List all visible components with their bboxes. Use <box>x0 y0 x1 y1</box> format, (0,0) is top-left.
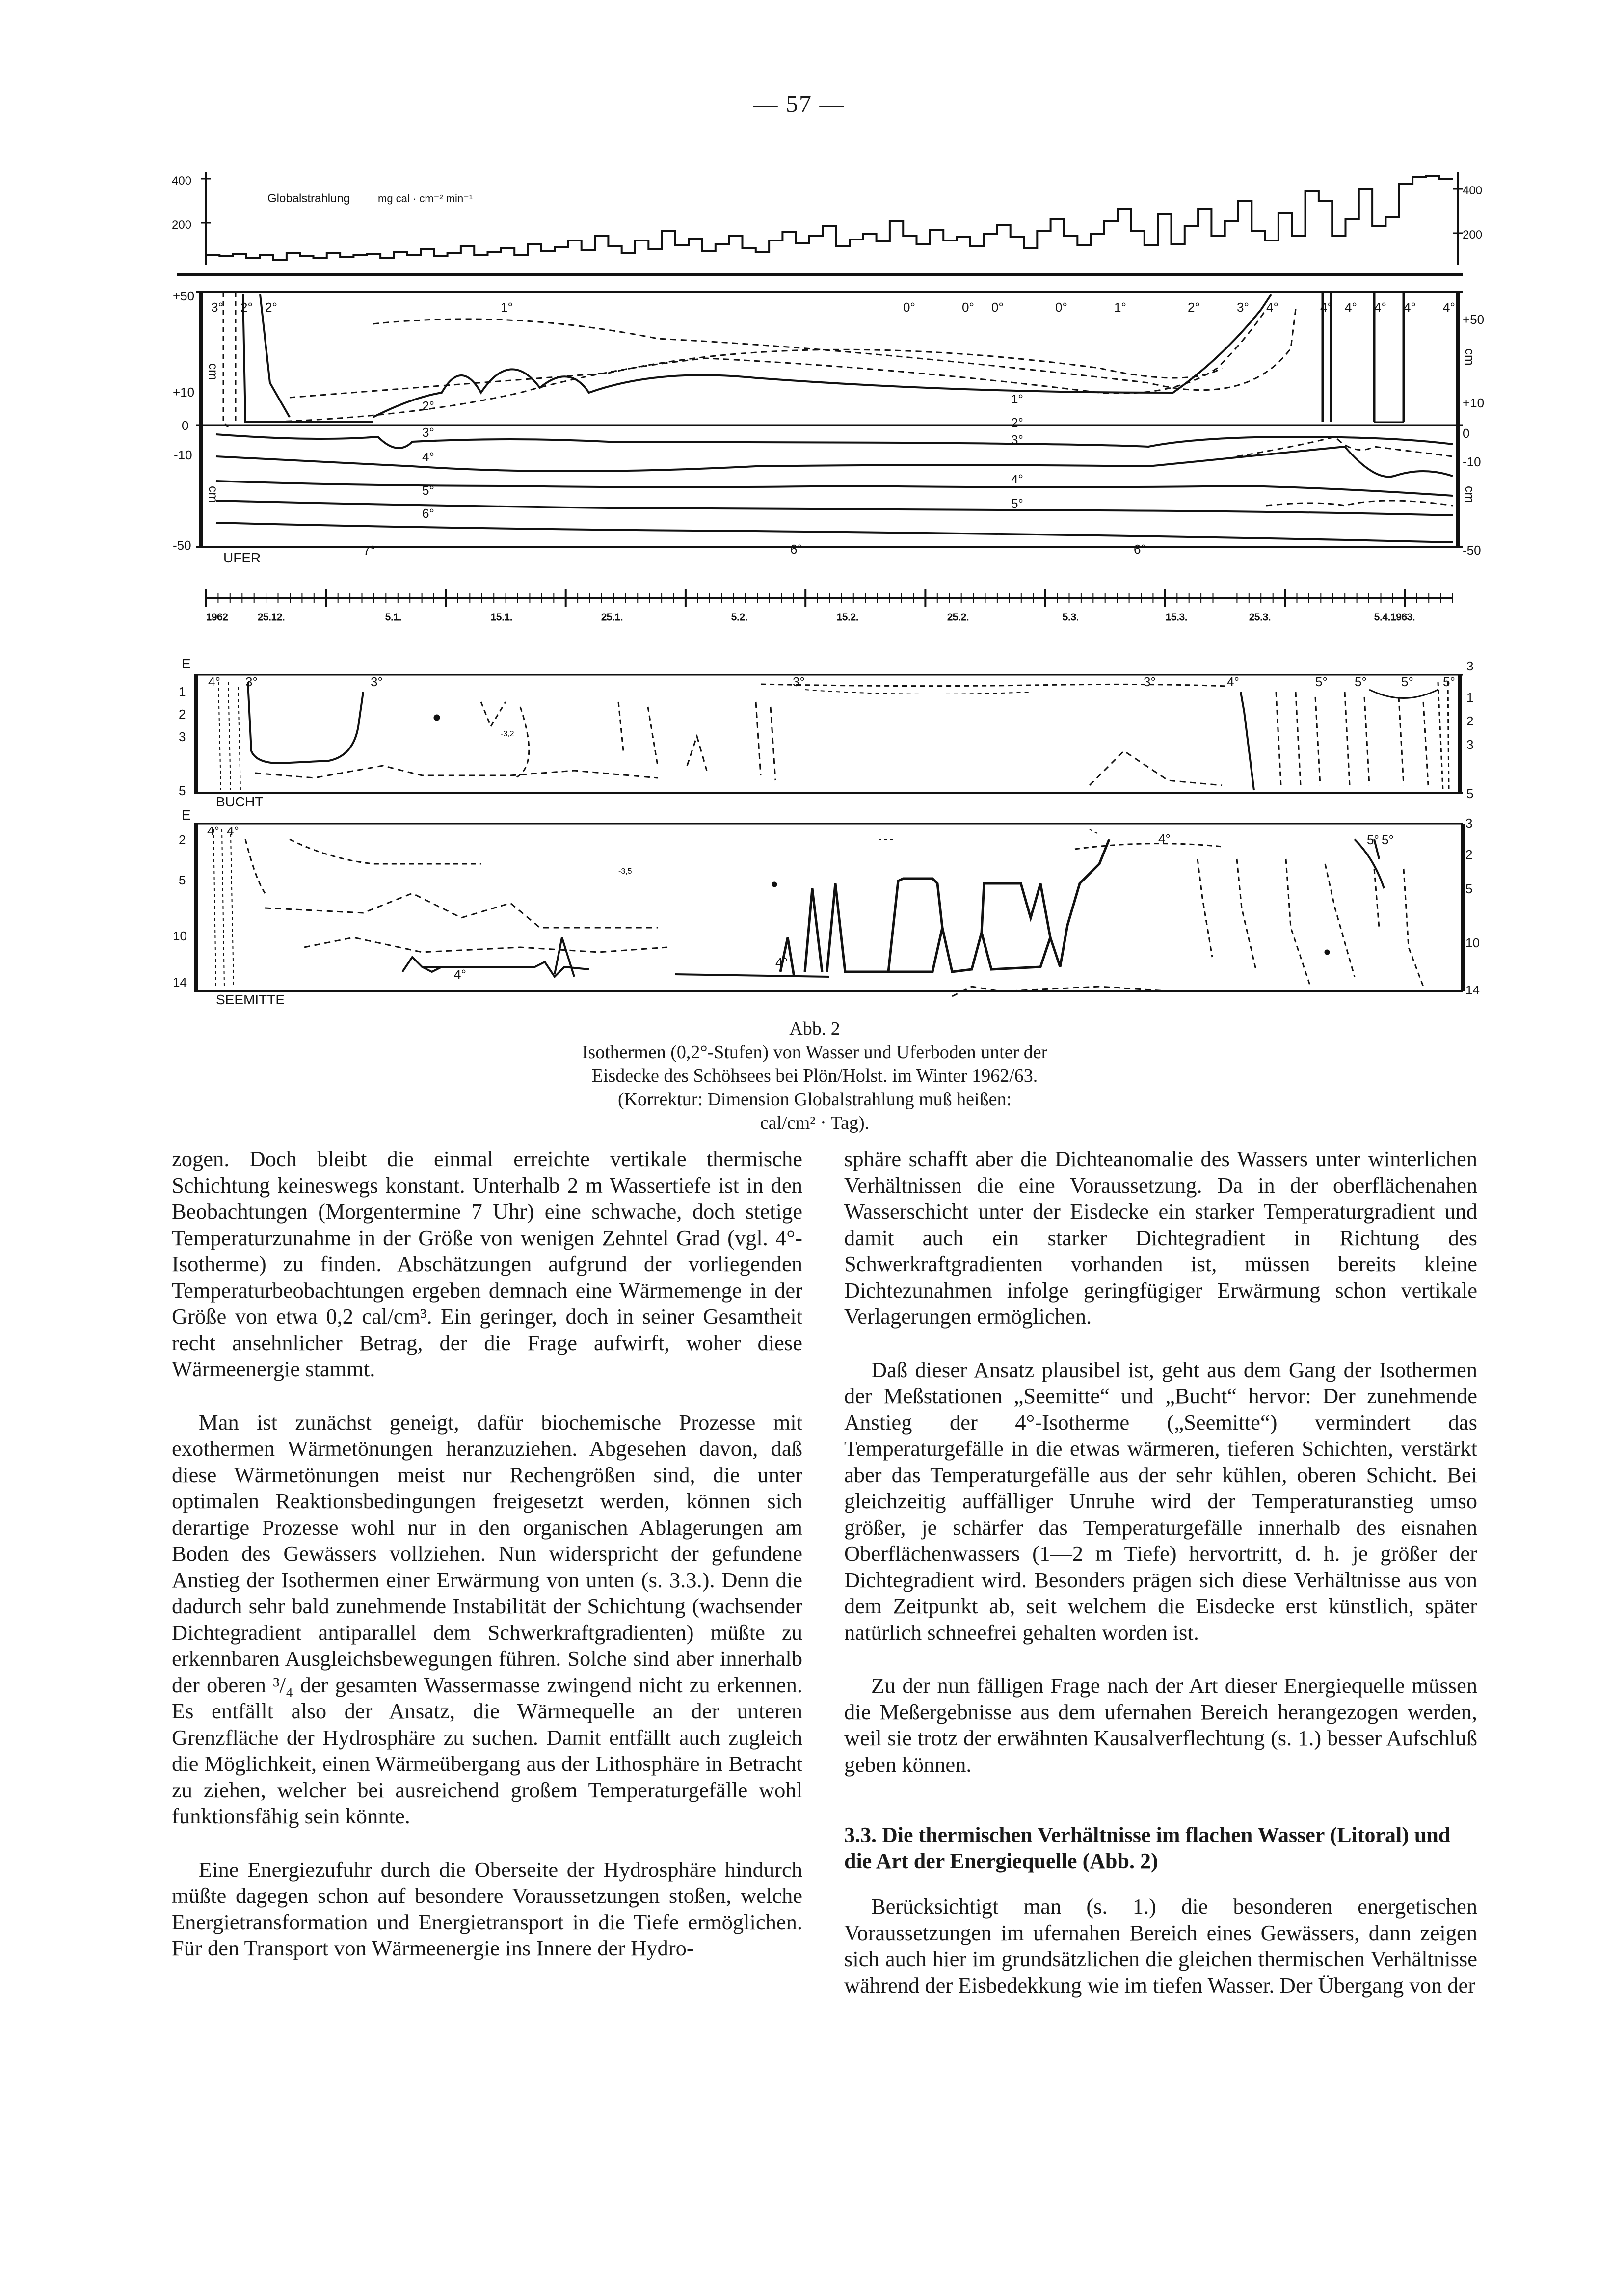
midlake-isotherm-label: 5° <box>1367 832 1379 847</box>
date-label: 5.3. <box>1063 612 1079 623</box>
bay-right-tick-3: 3 <box>1466 737 1474 752</box>
radiation-title: Globalstrahlung <box>267 192 350 205</box>
shore-unit-right-top: cm <box>1463 348 1477 366</box>
shore-top-label: 0° <box>991 300 1004 315</box>
date-label: 1962 <box>206 612 228 623</box>
shore-isotherm-line <box>290 349 1222 398</box>
bay-isotherm-labels <box>208 674 1455 689</box>
shore-isotherm-label: 3° <box>422 425 434 440</box>
caption-line-4: cal/cm² · Tag). <box>760 1113 870 1133</box>
shore-tick-0: 0 <box>182 418 189 433</box>
radiation-step-curve <box>206 176 1453 260</box>
shore-isotherm-label: 4° <box>422 450 434 464</box>
caption-label: Abb. 2 <box>789 1018 840 1039</box>
shore-right-tick-minus10: -10 <box>1463 454 1481 469</box>
shore-top-label: 4° <box>1320 300 1332 315</box>
bay-isotherm-label: 3° <box>1144 674 1156 689</box>
bay-axis-unit: E <box>182 656 191 671</box>
midlake-axis-unit: E <box>182 807 191 823</box>
shore-right-tick-plus50: +50 <box>1463 312 1485 327</box>
bay-panel <box>194 675 1463 793</box>
shore-unit-left-top: cm <box>206 363 221 380</box>
bay-isotherm-label: 5° <box>1355 674 1367 689</box>
midlake-isotherm-label: 4° <box>207 824 219 838</box>
midlake-tick-2: 2 <box>179 832 186 847</box>
bay-isotherm-label: 5° <box>1443 674 1455 689</box>
radiation-tick-400: 400 <box>172 174 192 187</box>
midlake-isotherm-label: 4° <box>227 824 239 838</box>
shore-top-label: 4° <box>1345 300 1357 315</box>
bay-tick-2: 2 <box>179 707 186 721</box>
right-paragraph-2: Daß dieser Ansatz plausibel ist, geht aus dem Gang der Isothermen der Meßstationen „Seemitte“ und „Bucht“ hervor: Der zunehmende Anstieg der 4°-Isotherme („Seemitte“) vermindert das Temperaturgefälle in die etwas wärmeren, tieferen Schichten, verstärkt aber das Temperaturgefälle aus der sehr kühlen, oberen Schicht. Bei gleichzeitig auffälliger Unruhe wird der Temperaturanstieg umso größer, je schärfer das Temperaturgefälle innerhalb des eisnahen Oberflächenwassers (1—2 m Tiefe) hervortritt, d. h. je größer der Dichtegradient wird. Besonders prägen sich diese Verhältnisse aus von dem Zeitpunkt ab, seit welchem die Eisdecke erst künstlich, später natürlich schneefrei gehalten worden ist. <box>844 1357 1477 1645</box>
shore-top-label: 2° <box>240 300 253 315</box>
bay-tick-5: 5 <box>179 783 186 798</box>
shore-top-label: 3° <box>211 300 223 315</box>
shore-tick-minus10: -10 <box>174 448 192 462</box>
section-paragraph: Berücksichtigt man (s. 1.) die besonderen energetischen Voraussetzungen im ufernahen Bereich eines Gewässers, dann zeigen sich auch hier im grundsätzlichen die gleichen thermischen Verhältnisse während der Eisbedekkung wie im tiefen Wasser. Der Übergang von der <box>844 1894 1477 1998</box>
shore-top-label: 4° <box>1266 300 1278 315</box>
shore-isotherm-label: 2° <box>1011 415 1023 430</box>
date-label: 15.1. <box>491 612 513 623</box>
radiation-right-tick-200: 200 <box>1463 228 1483 241</box>
shore-isotherm-labels <box>363 392 1146 558</box>
midlake-tick-14: 14 <box>173 975 187 989</box>
shore-top-label: 2° <box>265 300 277 315</box>
shore-isotherm-label: 5° <box>1011 496 1023 511</box>
shore-right-tick-0: 0 <box>1463 426 1470 441</box>
figure-isotherms <box>167 162 1485 1007</box>
shore-tick-plus50: +50 <box>173 289 195 303</box>
radiation-unit: mg cal · cm⁻² min⁻¹ <box>378 192 473 205</box>
right-column <box>844 1146 1477 2026</box>
midlake-isotherm-label: 4° <box>454 967 466 982</box>
date-label: 25.1. <box>601 612 623 623</box>
shore-right-tick-plus10: +10 <box>1463 396 1485 410</box>
shore-top-label: 4° <box>1443 300 1455 315</box>
shore-top-label: 2° <box>1188 300 1200 315</box>
shore-top-label: 1° <box>1114 300 1126 315</box>
shore-isotherm-line <box>216 481 1453 496</box>
midlake-small-label: -3,5 <box>618 867 632 876</box>
shore-isotherm-label: 5° <box>422 483 434 498</box>
bay-station-label: BUCHT <box>216 794 264 809</box>
shore-isotherm-line <box>216 434 1453 448</box>
bay-right-tick-5: 5 <box>1466 786 1474 801</box>
bay-small-label: -3,2 <box>501 730 514 738</box>
shore-tick-minus50: -50 <box>173 538 191 553</box>
bay-isotherm-label: 3° <box>371 674 383 689</box>
caption-line-1: Isothermen (0,2°-Stufen) von Wasser und Uferboden unter der <box>582 1042 1048 1063</box>
midlake-right-tick-5: 5 <box>1465 881 1473 896</box>
shore-isotherm-label: 3° <box>1011 432 1023 447</box>
shore-top-label: 4° <box>1404 300 1416 315</box>
left-paragraph-2: Man ist zunächst geneigt, dafür biochemische Prozesse mit exothermen Wärmetönungen heranzuziehen. Abgesehen davon, daß diese Wärmetönungen meist nur Rechengrößen sind, die unter optimalen Reaktionsbedingungen freigesetzt werden, können sich derartige Prozesse wohl nur in den organischen Ablagerungen am Boden des Gewässers vollziehen. Nun widerspricht der gefundene Anstieg der Isothermen einer Erwärmung von unten (s. 3.3.). Denn die dadurch sehr bald zunehmende Instabilität der Schichtung (wachsender Dichtegradient antiparallel dem Schwerkraftgradienten) müßte zu erkennbaren Ausgleichsbewegungen führen. Solche sind aber innerhalb der oberen ³/₄ der gesamten Wassermasse zwingend nicht zu erkennen. Es entfällt also der Ansatz, die Wärmequelle an der unteren Grenzfläche der Hydrosphäre zu suchen. Damit entfällt auch zugleich die Möglichkeit, einen Wärmeübergang aus der Lithosphäre in Betracht zu ziehen, welcher bei ausreichend großem Temperaturgefälle wohl funktionsfähig sein könnte. <box>172 1410 802 1828</box>
shore-isotherm-line <box>216 447 1453 477</box>
bay-isotherm-label: 5° <box>1315 674 1328 689</box>
shore-isotherm-line <box>265 309 1266 422</box>
shore-top-label: 3° <box>1237 300 1249 315</box>
section-heading: 3.3. Die thermischen Verhältnisse im flachen Wasser (Litoral) und die Art der Energiequelle (Abb. 2) <box>844 1823 1451 1873</box>
left-paragraph-1: zogen. Doch bleibt die einmal erreichte vertikale thermische Schichtung keineswegs konstant. Unterhalb 2 m Wassertiefe ist in den Beobachtungen (Morgentermine 7 Uhr) eine schwache, doch stetige Temperaturzunahme in der Größe von wenigen Zehntel Grad (vgl. 4°-Isotherme) zu finden. Abschätzungen aufgrund der vorliegenden Temperaturbeobachtungen ergeben demnach eine Wärmemenge in der Größe von etwa 0,2 cal/cm³. Ein geringer, doch in seiner Gesamtheit recht ansehnlicher Betrag, der die Frage aufwirft, woher diese Wärmeenergie stammt. <box>172 1147 802 1381</box>
shore-right-tick-minus50: -50 <box>1463 543 1481 558</box>
right-paragraph-1: sphäre schafft aber die Dichteanomalie des Wassers unter winterlichen Verhältnissen die eine Voraussetzung. Da in der oberflächenahen Wasserschicht unter der Eisdecke ein starker Temperaturgradient und damit auch ein starker Dichtegradient in Richtung des Schwerkraftgradienten vorhanden ist, müssen bereits kleine Dichtezunahmen infolge geringfügiger Erwärmung schon vertikale Verlagerungen ermöglichen. <box>844 1147 1477 1329</box>
bay-tick-1: 1 <box>179 684 186 699</box>
shore-isotherm-line <box>1266 501 1453 506</box>
midlake-panel <box>194 824 1463 996</box>
date-axis <box>206 589 1453 623</box>
midlake-tick-10: 10 <box>173 929 187 943</box>
shore-isotherm-label: 6° <box>422 506 434 521</box>
shore-isotherm-line <box>216 523 1453 542</box>
radiation-right-tick-400: 400 <box>1463 184 1483 197</box>
date-label: 15.3. <box>1166 612 1188 623</box>
bay-right-tick-2: 2 <box>1466 714 1474 728</box>
shore-unit-right-bottom: cm <box>1463 486 1477 503</box>
midlake-station-label: SEEMITTE <box>216 992 285 1007</box>
midlake-tick-5: 5 <box>179 873 186 887</box>
shore-isotherm-label: 1° <box>1011 392 1023 406</box>
shore-isotherm-label: 6° <box>1134 542 1146 557</box>
midlake-right-tick-2: 2 <box>1465 847 1473 862</box>
page-number: — 57 — <box>753 90 845 117</box>
shore-top-label: 0° <box>903 300 915 315</box>
radiation-tick-200: 200 <box>172 218 192 232</box>
shore-isotherm-label: 7° <box>363 543 375 558</box>
shore-top-labels <box>211 300 1455 315</box>
shore-unit-left-bottom: cm <box>206 486 221 503</box>
shore-isotherm-label: 4° <box>1011 472 1023 486</box>
midlake-isotherm-label: 4° <box>775 955 788 970</box>
midlake-isotherm-labels <box>207 824 1394 982</box>
date-label: 5.1. <box>385 612 402 623</box>
figure-caption <box>442 1017 1188 1135</box>
shore-top-label: 4° <box>1374 300 1386 315</box>
caption-line-3: (Korrektur: Dimension Globalstrahlung muß heißen: <box>617 1089 1012 1110</box>
shore-isotherm-label: 2° <box>422 399 434 413</box>
shore-tick-plus10: +10 <box>173 385 195 400</box>
shore-station-label: UFER <box>223 550 261 565</box>
bay-isotherm-label: 5° <box>1401 674 1413 689</box>
bay-isotherm-label: 4° <box>208 674 220 689</box>
radiation-panel <box>177 172 1463 275</box>
bay-isotherm-label: 3° <box>793 674 805 689</box>
shore-top-label: 0° <box>962 300 974 315</box>
left-paragraph-3: Eine Energiezufuhr durch die Oberseite der Hydrosphäre hindurch müßte dagegen schon auf besondere Voraussetzungen stoßen, welche Energietransformation und Energietransport in die Tiefe ermöglichen. Für den Transport von Wärmeenergie ins Innere der Hydro- <box>172 1857 802 1960</box>
date-label: 25.2. <box>947 612 969 623</box>
midlake-right-tick-10: 10 <box>1465 935 1480 950</box>
shore-isotherm-label: 6° <box>790 542 802 557</box>
shore-top-label: 1° <box>501 300 513 315</box>
bay-right-unit: 3 <box>1466 659 1474 673</box>
midlake-right-tick-14: 14 <box>1465 983 1480 997</box>
bay-isotherm-label: 4° <box>1227 674 1239 689</box>
shore-isotherms <box>216 294 1453 542</box>
midlake-isotherm-label: 5° <box>1382 832 1394 847</box>
caption-line-2: Eisdecke des Schöhsees bei Plön/Holst. im Winter 1962/63. <box>591 1066 1038 1086</box>
bay-right-tick-1: 1 <box>1466 690 1474 705</box>
date-label: 25.3. <box>1249 612 1271 623</box>
date-label: 15.2. <box>837 612 859 623</box>
bay-isotherm-label: 3° <box>245 674 258 689</box>
shore-top-label: 0° <box>1055 300 1067 315</box>
date-label: 5.2. <box>731 612 748 623</box>
date-label: 5.4.1963. <box>1374 612 1415 623</box>
midlake-right-unit: 3 <box>1465 816 1473 830</box>
bay-tick-3: 3 <box>179 729 186 744</box>
shore-isotherm-line <box>216 501 1453 515</box>
left-column <box>172 1146 802 1989</box>
midlake-isotherm-label: 4° <box>1158 831 1171 846</box>
date-label: 25.12. <box>258 612 285 623</box>
right-paragraph-3: Zu der nun fälligen Frage nach der Art dieser Energiequelle müssen die Meßergebnisse aus dem ufernahen Bereich herangezogen werden, weil sie trotz der erwähnten Kausalverflechtung (s. 1.) besser Aufschluß geben können. <box>844 1673 1477 1777</box>
